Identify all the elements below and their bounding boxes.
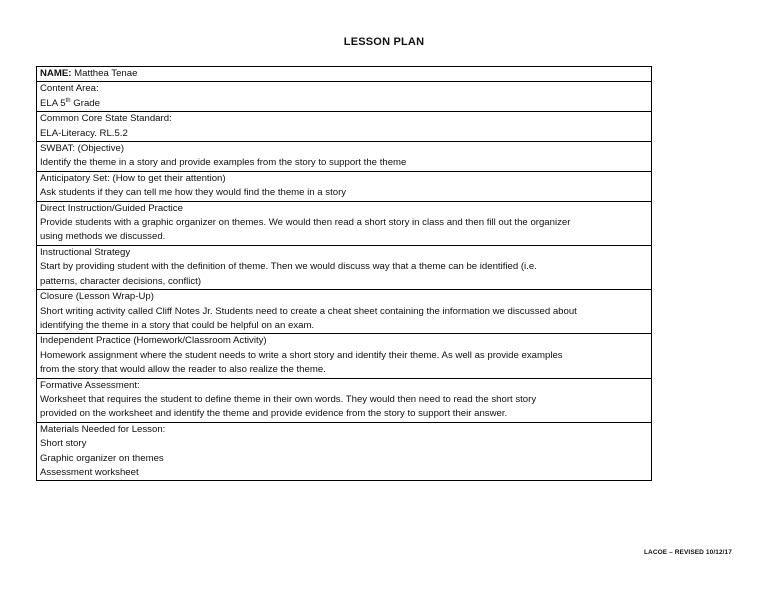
row-standard	[37, 112, 652, 142]
content-area-value	[40, 97, 648, 111]
materials-item: Short story	[40, 438, 87, 450]
content-area-label: Content Area:	[40, 83, 99, 95]
strategy-line-2: patterns, character decisions, conflict)	[40, 275, 202, 287]
anticipatory-value: Ask students if they can tell me how they would find the theme in a story	[40, 187, 347, 199]
grade-prefix: ELA 5	[40, 97, 66, 109]
cell-content-area	[37, 82, 652, 112]
name-label: NAME:	[40, 68, 72, 79]
grade-sup: th	[65, 97, 71, 104]
independent-label: Independent Practice (Homework/Classroom Activity)	[40, 335, 267, 347]
row-instructional-strategy	[37, 245, 652, 289]
name-line	[40, 67, 648, 81]
formative-label: Formative Assessment:	[40, 379, 140, 391]
row-independent-practice	[37, 334, 652, 378]
closure-line-2: identifying the theme in a story that could be helpful on an exam.	[40, 319, 315, 331]
row-objective	[37, 142, 652, 172]
direct-line-1: Provide students with a graphic organizer on themes. We would then read a short story in class and then fill out the organizer	[40, 217, 571, 229]
lesson-plan-table	[36, 66, 652, 481]
materials-label: Materials Needed for Lesson:	[40, 423, 166, 435]
materials-item: Graphic organizer on themes	[40, 452, 164, 464]
cell-instructional-strategy	[37, 245, 652, 289]
cell-objective	[37, 142, 652, 172]
cell-closure	[37, 290, 652, 334]
closure-line-1: Short writing activity called Cliff Notes Jr. Students need to create a cheat sheet containing the information we discussed about	[40, 305, 577, 317]
cell-name	[37, 67, 652, 82]
name-value: Matthea Tenae	[74, 68, 138, 79]
row-closure	[37, 290, 652, 334]
cell-materials	[37, 422, 652, 481]
objective-value: Identify the theme in a story and provide examples from the story to support the theme	[40, 157, 407, 169]
objective-label: SWBAT: (Objective)	[40, 143, 125, 155]
independent-line-2: from the story that would allow the reader to also realize the theme.	[40, 364, 326, 376]
row-name	[37, 67, 652, 82]
strategy-label: Instructional Strategy	[40, 246, 131, 258]
standard-value: ELA-Literacy. RL.5.2	[40, 127, 128, 139]
revision-footer: LACOE – REVISED 10/12/17	[643, 549, 732, 556]
cell-standard	[37, 112, 652, 142]
closure-label: Closure (Lesson Wrap-Up)	[40, 291, 154, 303]
formative-line-2: provided on the worksheet and identify the theme and provide evidence from the story to support their answer.	[40, 408, 508, 420]
cell-anticipatory-set	[37, 171, 652, 201]
materials-item: Assessment worksheet	[40, 466, 139, 478]
formative-line-1: Worksheet that requires the student to define theme in their own words. They would then need to read the short story	[40, 393, 537, 405]
direct-label: Direct Instruction/Guided Practice	[40, 202, 183, 214]
cell-direct-instruction	[37, 201, 652, 245]
direct-line-2: using methods we discussed.	[40, 231, 166, 243]
document-title: LESSON PLAN	[343, 36, 425, 48]
anticipatory-label: Anticipatory Set: (How to get their attention)	[40, 172, 226, 184]
row-content-area	[37, 82, 652, 112]
standard-label: Common Core State Standard:	[40, 113, 172, 125]
row-formative-assessment	[37, 378, 652, 422]
cell-independent-practice	[37, 334, 652, 378]
independent-line-1: Homework assignment where the student needs to write a short story and identify their theme. As well as provide examples	[40, 349, 563, 361]
row-direct-instruction	[37, 201, 652, 245]
row-anticipatory-set	[37, 171, 652, 201]
grade-suffix: Grade	[70, 97, 100, 109]
row-materials	[37, 422, 652, 481]
cell-formative-assessment	[37, 378, 652, 422]
strategy-line-1: Start by providing student with the definition of theme. Then we would discuss way that a theme can be identified (i.e.	[40, 261, 537, 273]
